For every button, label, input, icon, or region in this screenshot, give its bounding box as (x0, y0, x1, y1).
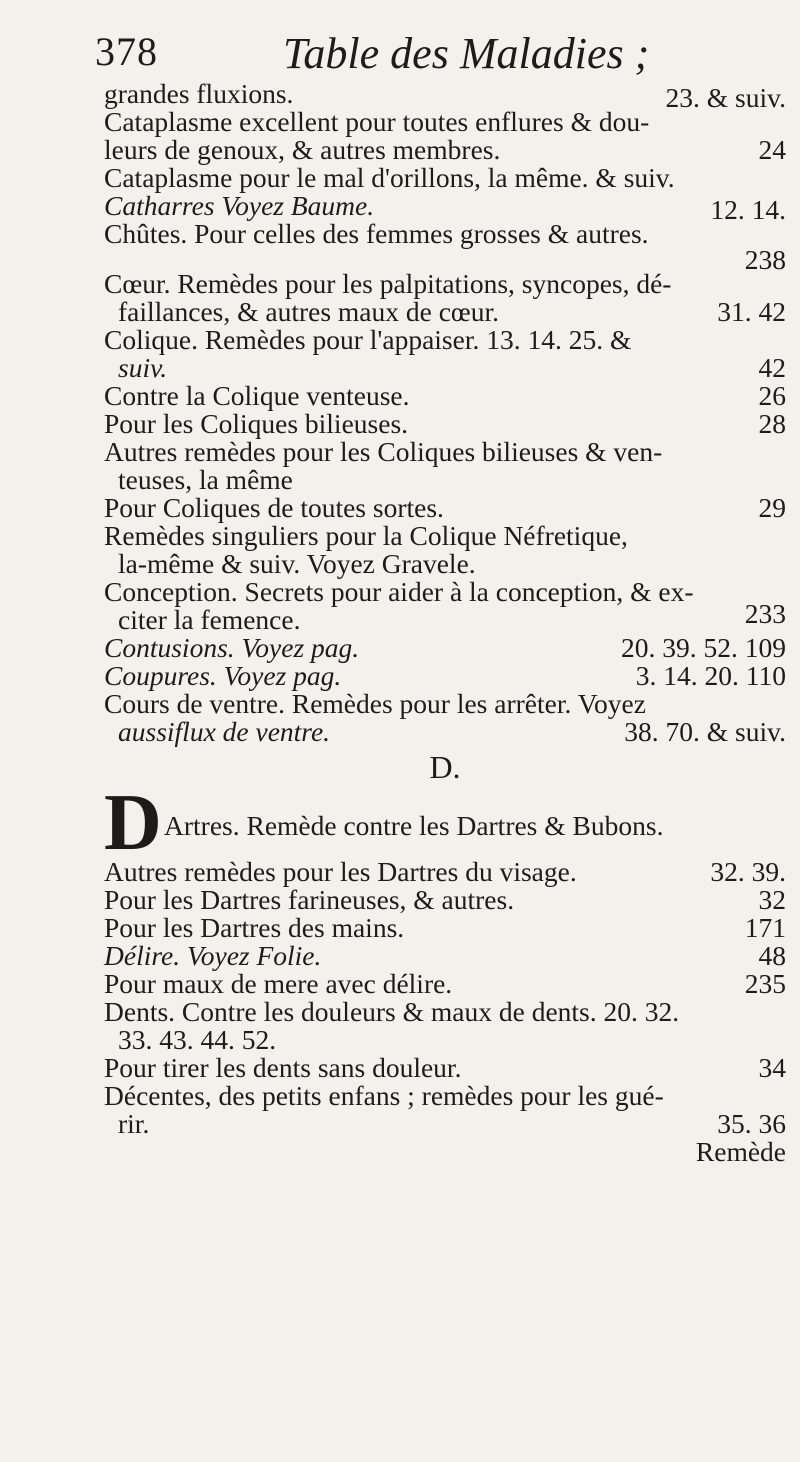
line-ref: 20. 39. 52. 109 (621, 632, 786, 663)
line-ref: 23. & suiv. (665, 82, 786, 113)
line-text: Cœur. Remèdes pour les palpitations, syncopes, dé- (104, 268, 672, 299)
running-title: Table des Maladies ; (283, 29, 650, 78)
line-ref: 171 (744, 912, 786, 943)
line-ref: 42 (758, 352, 786, 383)
line-text: Catharres Voyez Baume. (104, 190, 375, 221)
index-line (104, 354, 786, 382)
line-text: Colique. Remèdes pour l'appaiser. 13. 14. 25. & (104, 324, 632, 355)
line-text: Autres remèdes pour les Coliques bilieuses & ven- (104, 436, 663, 467)
line-text: Décentes, des petits enfans ; remèdes pour les gué- (104, 1080, 664, 1111)
line-text: Contre la Colique venteuse. (104, 380, 410, 411)
line-text: Cataplasme pour le mal d'orillons, la même. & suiv. (104, 162, 675, 193)
line-ref: 48 (758, 940, 786, 971)
index-line (104, 690, 786, 718)
line-text: Autres remèdes pour les Dartres du visage. (104, 856, 577, 887)
index-line (104, 634, 786, 662)
index-line (104, 192, 786, 220)
line-ref: 29 (758, 492, 786, 523)
index-line (104, 1138, 786, 1166)
index-line (104, 494, 786, 522)
index-line (104, 662, 786, 690)
index-line (104, 522, 786, 550)
line-text: Pour les Dartres farineuses, & autres. (104, 884, 515, 915)
line-text: Délire. Voyez Folie. (104, 940, 322, 971)
line-text: rir. (118, 1108, 150, 1139)
index-line (104, 598, 786, 635)
catchword: Remède (695, 1136, 786, 1167)
line-text: Pour les Dartres des mains. (104, 912, 405, 943)
line-text: Pour Coliques de toutes sortes. (104, 492, 444, 523)
section-heading: D. (429, 749, 461, 785)
line-text: faillances, & autres maux de cœur. (118, 296, 500, 327)
index-line (104, 1110, 786, 1138)
line-ref: 26 (758, 380, 786, 411)
index-line (104, 970, 786, 998)
line-text: Dents. Contre les douleurs & maux de dents. 20. 32. (104, 996, 680, 1027)
page-number: 378 (95, 29, 158, 74)
line-ref: 38. 70. & suiv. (624, 716, 786, 747)
line-text: leurs de genoux, & autres membres. (104, 134, 501, 165)
line-text: Conception. Secrets pour aider à la conception, & ex- (104, 576, 694, 607)
line-text: grandes fluxions. (104, 78, 294, 109)
line-ref: 3. 14. 20. 110 (635, 660, 786, 691)
index-line (104, 1054, 786, 1082)
index-line (104, 779, 786, 867)
line-ref: 34 (758, 1052, 786, 1083)
index-line (104, 942, 786, 970)
line-text: Chûtes. Pour celles des femmes grosses & autres. (104, 218, 649, 249)
index-body (104, 80, 786, 1166)
line-ref: 24 (758, 134, 786, 165)
line-text: Pour tirer les dents sans douleur. (104, 1052, 462, 1083)
index-line (104, 858, 786, 886)
line-ref: 235 (744, 968, 786, 999)
line-text: Remèdes singuliers pour la Colique Néfretique, (104, 520, 628, 551)
line-ref: 233 (744, 598, 786, 629)
index-line (104, 244, 786, 299)
line-text: Pour maux de mere avec délire. (104, 968, 453, 999)
index-line (104, 326, 786, 354)
index-line (104, 718, 786, 746)
line-ref: 28 (758, 408, 786, 439)
line-text: Pour les Coliques bilieuses. (104, 408, 409, 439)
index-line (104, 298, 786, 326)
index-line (104, 550, 786, 578)
line-text: citer la femence. (118, 604, 301, 635)
index-line (104, 886, 786, 914)
line-ref: 12. 14. (710, 194, 786, 225)
line-text: Coupures. Voyez pag. (104, 660, 342, 691)
line-text: suiv. (118, 352, 168, 383)
line-ref: 32. 39. (710, 856, 786, 887)
line-text: Contusions. Voyez pag. (104, 632, 360, 663)
index-line (104, 466, 786, 494)
line-text: aussiflux de ventre. (118, 716, 331, 747)
index-line (104, 410, 786, 438)
index-line (104, 578, 786, 606)
line-text: Cours de ventre. Remèdes pour les arrêter. Voyez (104, 688, 646, 719)
line-ref: 31. 42 (717, 296, 786, 327)
index-line (104, 382, 786, 410)
line-text: 33. 43. 44. 52. (118, 1024, 277, 1055)
drop-cap: D (104, 779, 162, 867)
line-text: teuses, la même (118, 464, 293, 495)
line-text: la-même & suiv. Voyez Gravele. (118, 548, 476, 579)
index-line (104, 438, 786, 466)
index-line (104, 1082, 786, 1110)
line-text: Cataplasme excellent pour toutes enflures & dou- (104, 106, 650, 137)
index-line (104, 914, 786, 942)
line-text: Artres. Remède contre les Dartres & Bubons. (164, 810, 664, 841)
line-ref: 32 (758, 884, 786, 915)
index-line (104, 136, 786, 164)
index-line (104, 164, 786, 192)
index-line (104, 1026, 786, 1054)
line-ref: 35. 36 (717, 1108, 786, 1139)
index-line (104, 998, 786, 1026)
line-ref: 238 (744, 244, 786, 275)
